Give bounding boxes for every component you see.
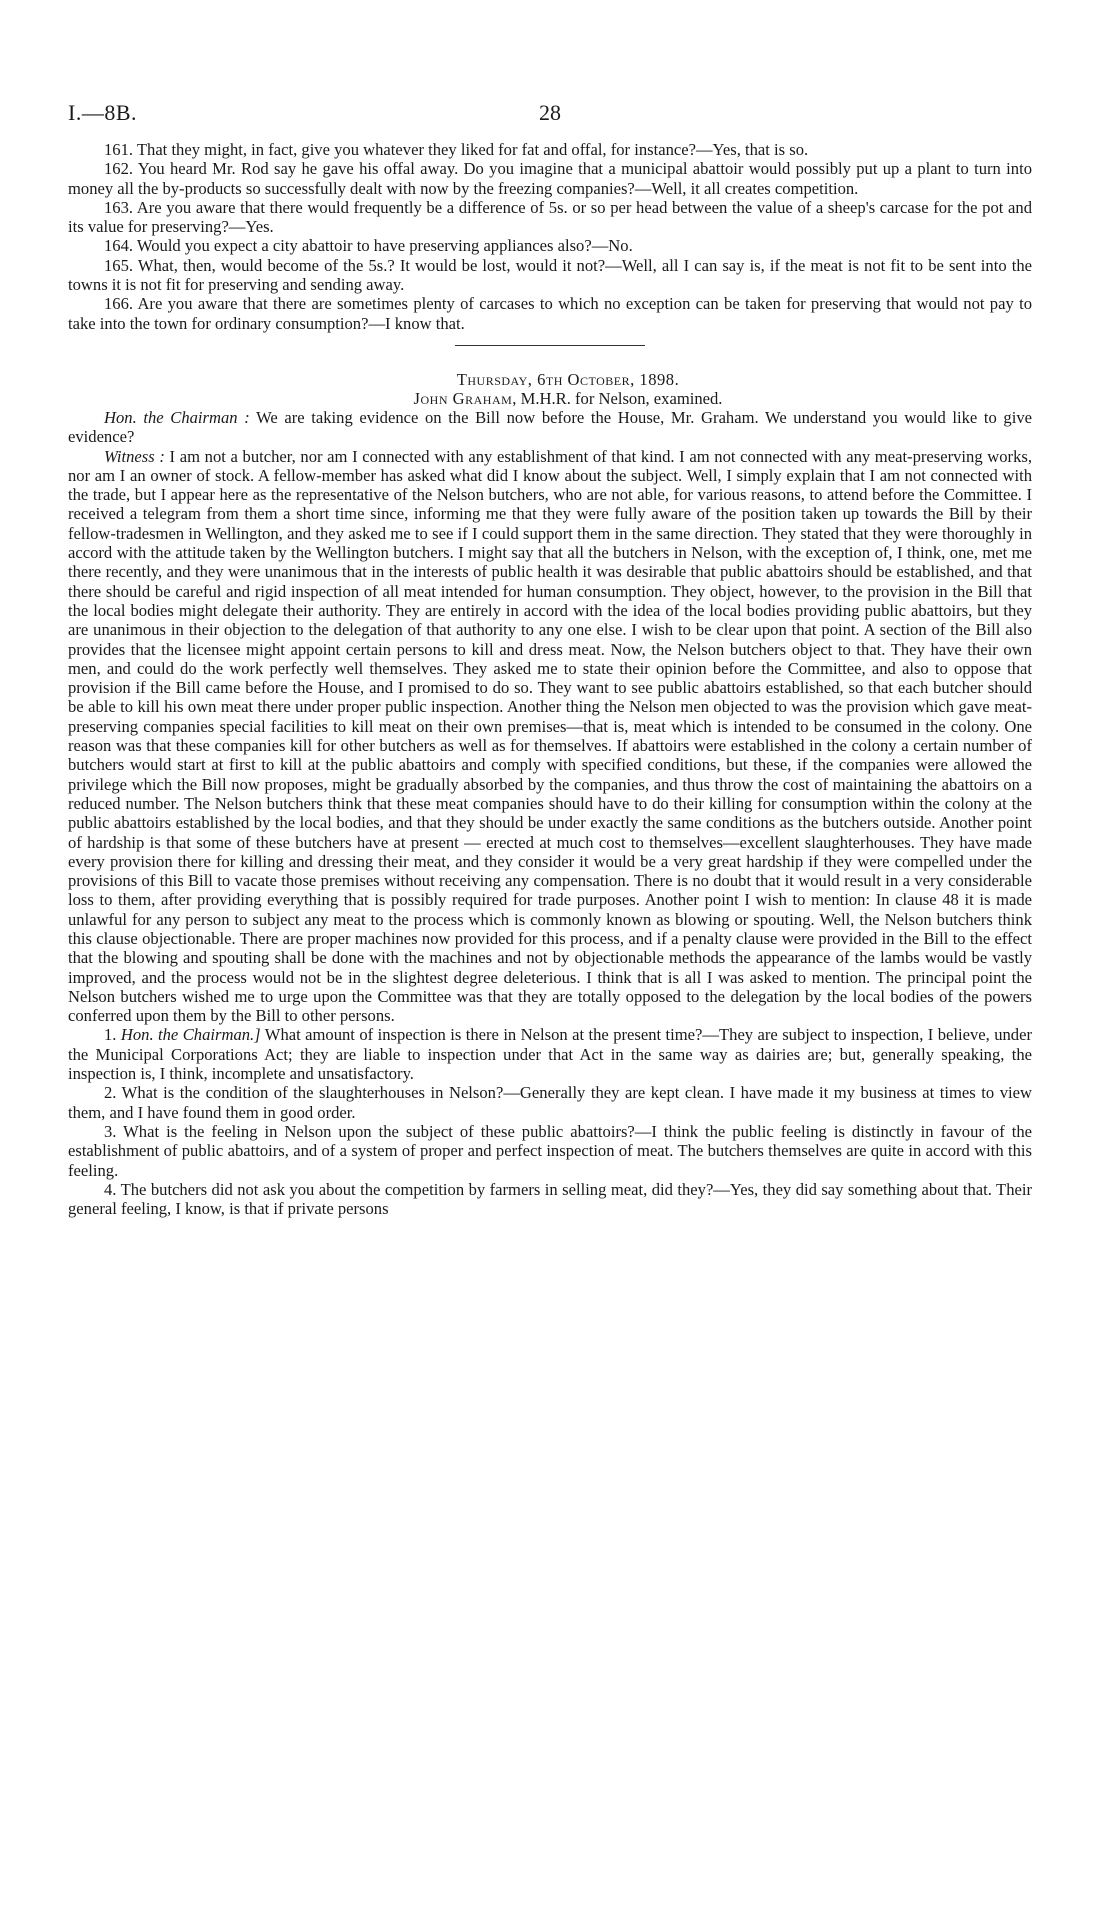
speaker-label: Hon. the Chairman.] [120, 1025, 261, 1045]
question-165: 165. What, then, would become of the 5s.? It would be lost, would it not?—Well, all I can say is, if the meat is not fit to be sent into the towns it is not fit for preserving and sending away. [68, 255, 1032, 295]
question-4: 4. The butchers did not ask you about the competition by farmers in selling meat, did they?—Yes, they did say something about that. Their general feeling, I know, is that if private persons [68, 1179, 1032, 1219]
speaker-label: Hon. the Chairman : [104, 407, 250, 427]
question-3: 3. What is the feeling in Nelson upon the subject of these public abattoirs?—I think the public feeling is distinctly in favour of the establishment of public abattoirs, and of a system of proper and perfect inspection of meat. The butchers themselves are quite in accord with this feeling. [68, 1121, 1032, 1180]
question-163: 163. Are you aware that there would frequently be a difference of 5s. or so per head between the value of a sheep's carcase for the pot and its value for preserving?—Yes. [68, 197, 1032, 237]
chairman-opening-text: We are taking evidence on the Bill now before the House, Mr. Graham. We understand you would like to give evidence? [68, 407, 1032, 447]
chairman-opening [68, 408, 1032, 447]
witness-name: John Graham [413, 388, 513, 408]
witness-heading [68, 389, 1032, 408]
witness-description: , M.H.R. for Nelson, examined. [512, 388, 723, 408]
question-166: 166. Are you aware that there are sometimes plenty of carcases to which no exception can be taken for preserving that would not pay to take into the town for ordinary consumption?—I know that. [68, 294, 1032, 333]
question-162: 162. You heard Mr. Rod say he gave his offal away. Do you imagine that a municipal abattoir would possibly put up a plant to turn into money all the by-products so successfully dealt with now by the freezing companies?—Well, it all creates competition. [68, 159, 1032, 198]
question-1 [68, 1025, 1032, 1083]
section-divider [455, 345, 645, 346]
question-number: 1. [104, 1025, 121, 1045]
date-heading: Thursday, 6th October, 1898. [456, 369, 680, 389]
page-number: 28 [539, 100, 561, 125]
witness-statement-text: I am not a butcher, nor am I connected with any establishment of that kind. I am not connected with any meat-preserving works, nor am I an owner of stock. A fellow-member has asked what did I know about the subject. Well, I simply explain that I am not connected with the trade, but I appear here as the representative of the Nelson butchers, who are not able, for various reasons, to attend before the Committee. I received a telegram from them a short time since, informing me that they were fully aware of the position taken up towards the Bill by their fellow-tradesmen in Wellington, and they asked me to see if I could support them in the same direction. They stated that they were thoroughly in accord with the attitude taken by the Wellington butchers. I might say that all the butchers in Nelson, with the exception of, I think, one, met me there recently, and they were unanimous that in the interests of public health it was desirable that public abattoirs should be established, and that there should be careful and rigid inspection of all meat intended for human consumption. They object, however, to the provision in the Bill that the local bodies might delegate their authority. They are entirely in accord with the idea of the local bodies providing public abattoirs, but they are unanimous in their objection to the delegation of that authority to any one else. I wish to be clear upon that point. A section of the Bill also provides that the licensee might appoint certain persons to kill and dress meat. Now, the Nelson butchers object to that. They have their own men, and could do the work perfectly well themselves. They asked me to state their opinion before the Committee, and also to oppose that provision if the Bill came before the House, and I promised to do so. They want to see public abattoirs established, so that each butcher should be able to kill his own meat there under proper public inspection. Another thing the Nelson men objected to was the provision which gave meat-preserving companies special facilities to kill meat on their own premises—that is, meat which is intended to be consumed in the colony. One reason was that these companies kill for other butchers as well as for themselves. If abattoirs were established in the colony a certain number of butchers would start at first to kill at the public abattoirs and comply with specified conditions, but these, if the companies were allowed the privilege which the Bill now proposes, might be gradually absorbed by the companies, and thus throw the cost of maintaining the abattoirs on a reduced number. The Nelson butchers think that these meat companies should have to do their killing for consumption within the colony at the public abattoirs established by the local bodies, and that they should be under exactly the same conditions as the butchers outside. Another point of hardship is that some of these butchers have at present — erected at much cost to themselves—excellent slaughterhouses. They have made every provision there for killing and dressing their meat, and they consider it would be a very great hardship if they were compelled under the provisions of this Bill to vacate those premises without receiving any compensation. There is no doubt that it would result in a very considerable loss to them, after providing everything that is possibly required for trade purposes. Another point I wish to mention: In clause 48 it is made unlawful for any person to subject any meat to the process which is commonly known as blowing or spouting. Well, the Nelson butchers think this clause objectionable. There are proper machines now provided for this process, and if a penalty clause were provided in the Bill to the effect that the blowing and spouting shall be done with the machines and not by objectionable methods the appearance of the lambs would be vastly improved, and the process would not be in the slightest degree deleterious. I think that is all I was asked to mention. The principal point the Nelson butchers wished me to urge upon the Committee was that they are totally opposed to the delegation by the local bodies of the powers conferred upon them by the Bill to other persons. [68, 446, 1032, 1026]
document-page [68, 100, 1032, 1218]
question-164: 164. Would you expect a city abattoir to have preserving appliances also?—No. [104, 236, 633, 256]
question-1-text: What amount of inspection is there in Nelson at the present time?—They are subject to inspection, I believe, under the Municipal Corporations Act; they are liable to inspection under that Act in the same way as dairies are; but, generally speaking, the inspection is, I think, incomplete and unsatisfactory. [68, 1025, 1032, 1084]
speaker-label: Witness : [104, 446, 165, 466]
witness-statement [68, 447, 1032, 1026]
question-2: 2. What is the condition of the slaughterhouses in Nelson?—Generally they are kept clean. I have made it my business at times to view them, and I have found them in good order. [68, 1083, 1032, 1122]
page-header [68, 100, 1032, 140]
question-161: 161. That they might, in fact, give you whatever they liked for fat and offal, for instance?—Yes, that is so. [104, 140, 809, 159]
document-body [68, 140, 1032, 1218]
document-reference: I.—8B. [68, 100, 137, 125]
